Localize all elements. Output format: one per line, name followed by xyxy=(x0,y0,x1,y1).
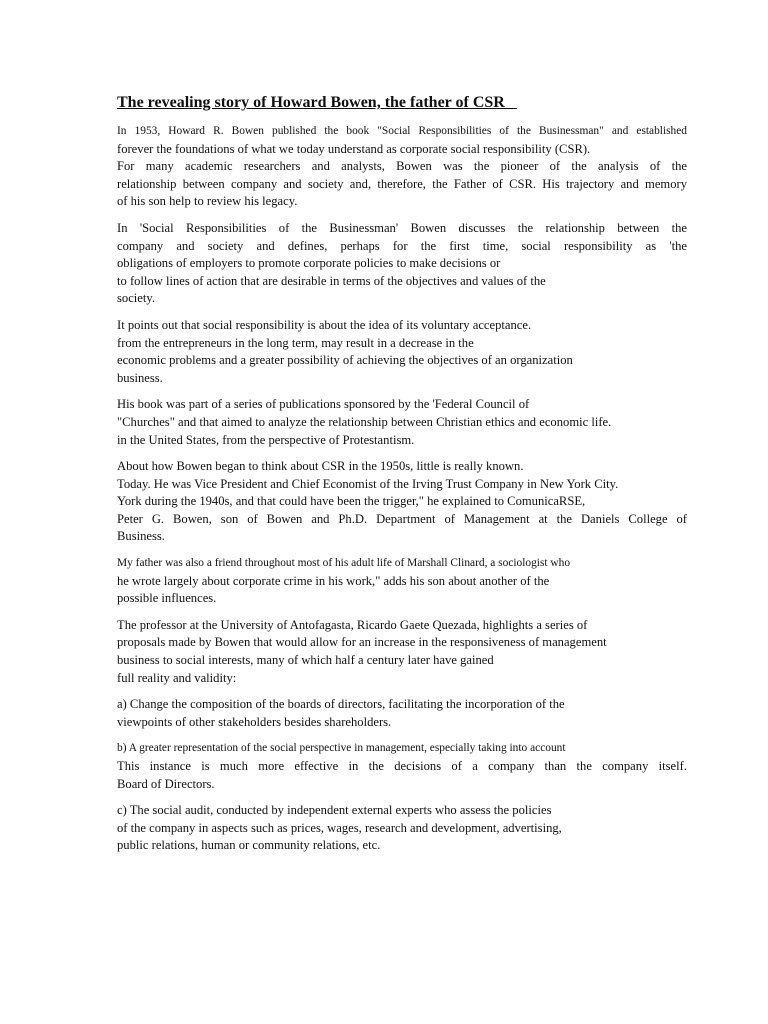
text-line: Board of Directors. xyxy=(117,776,215,791)
text-line: a) Change the composition of the boards of directors, facilitating the incorporation of the xyxy=(117,697,565,712)
text-line: to follow lines of action that are desirable in terms of the objectives and values of the xyxy=(117,273,546,288)
text-line: company and society and defines, perhaps for the first time, social responsibility as 'the xyxy=(117,238,687,253)
paragraph xyxy=(117,220,687,308)
text-line: in the United States, from the perspective of Protestantism. xyxy=(117,432,415,447)
text-line: b) A greater representation of the social perspective in management, especially taking into account xyxy=(117,742,566,755)
text-line: society. xyxy=(117,291,156,306)
text-line: "Churches" and that aimed to analyze the relationship between Christian ethics and economic life. xyxy=(117,414,612,429)
text-line: Business. xyxy=(117,529,165,544)
text-line: York during the 1940s, and that could have been the trigger," he explained to ComunicaRSE, xyxy=(117,494,586,509)
text-line: of the company in aspects such as prices, wages, research and development, advertising, xyxy=(117,820,562,835)
paragraph xyxy=(117,396,687,449)
text-line: relationship between company and society and, therefore, the Father of CSR. His trajectory and memory xyxy=(117,176,687,191)
text-line: of his son help to review his legacy. xyxy=(117,194,298,209)
document-body xyxy=(117,123,687,855)
text-line: obligations of employers to promote corporate policies to make decisions or xyxy=(117,256,501,271)
paragraph xyxy=(117,458,687,546)
text-line: In 1953, Howard R. Bowen published the book "Social Responsibilities of the Businessman" and established xyxy=(117,125,687,137)
text-line: he wrote largely about corporate crime in his work," adds his son about another of the xyxy=(117,573,550,588)
text-line: This instance is much more effective in the decisions of a company than the company itself. xyxy=(117,759,687,773)
paragraph xyxy=(117,317,687,387)
text-line: public relations, human or community relations, etc. xyxy=(117,838,381,853)
paragraph xyxy=(117,802,687,855)
paragraph xyxy=(117,555,687,608)
text-line: Today. He was Vice President and Chief Economist of the Irving Trust Company in New York City. xyxy=(117,476,619,491)
document-title: The revealing story of Howard Bowen, the father of CSR xyxy=(117,94,517,111)
text-line: forever the foundations of what we today understand as corporate social responsibility (CSR). xyxy=(117,141,591,156)
text-line: economic problems and a greater possibility of achieving the objectives of an organization xyxy=(117,353,573,368)
text-line: My father was also a friend throughout most of his adult life of Marshall Clinard, a sociologist who xyxy=(117,557,571,570)
text-line: business to social interests, many of which half a century later have gained xyxy=(117,653,494,668)
text-line: The professor at the University of Antofagasta, Ricardo Gaete Quezada, highlights a series of xyxy=(117,617,588,632)
text-line: For many academic researchers and analysts, Bowen was the pioneer of the analysis of the xyxy=(117,159,687,174)
text-line: It points out that social responsibility is about the idea of its voluntary acceptance. xyxy=(117,317,532,332)
text-line: possible influences. xyxy=(117,591,217,606)
text-line: In 'Social Responsibilities of the Businessman' Bowen discusses the relationship between the xyxy=(117,220,687,235)
text-line: from the entrepreneurs in the long term, may result in a decrease in the xyxy=(117,335,474,350)
text-line: proposals made by Bowen that would allow for an increase in the responsiveness of management xyxy=(117,635,607,650)
paragraph xyxy=(117,123,687,211)
paragraph xyxy=(117,617,687,687)
text-line: business. xyxy=(117,370,163,385)
text-line: c) The social audit, conducted by independent external experts who assess the policies xyxy=(117,803,552,818)
text-line: full reality and validity: xyxy=(117,670,237,685)
text-line: About how Bowen began to think about CSR in the 1950s, little is really known. xyxy=(117,459,524,474)
paragraph xyxy=(117,696,687,731)
document-page xyxy=(117,93,687,864)
paragraph xyxy=(117,740,687,793)
text-line: viewpoints of other stakeholders besides shareholders. xyxy=(117,714,392,729)
text-line: His book was part of a series of publications sponsored by the 'Federal Council of xyxy=(117,397,530,412)
text-line: Peter G. Bowen, son of Bowen and Ph.D. Department of Management at the Daniels College of xyxy=(117,511,687,526)
